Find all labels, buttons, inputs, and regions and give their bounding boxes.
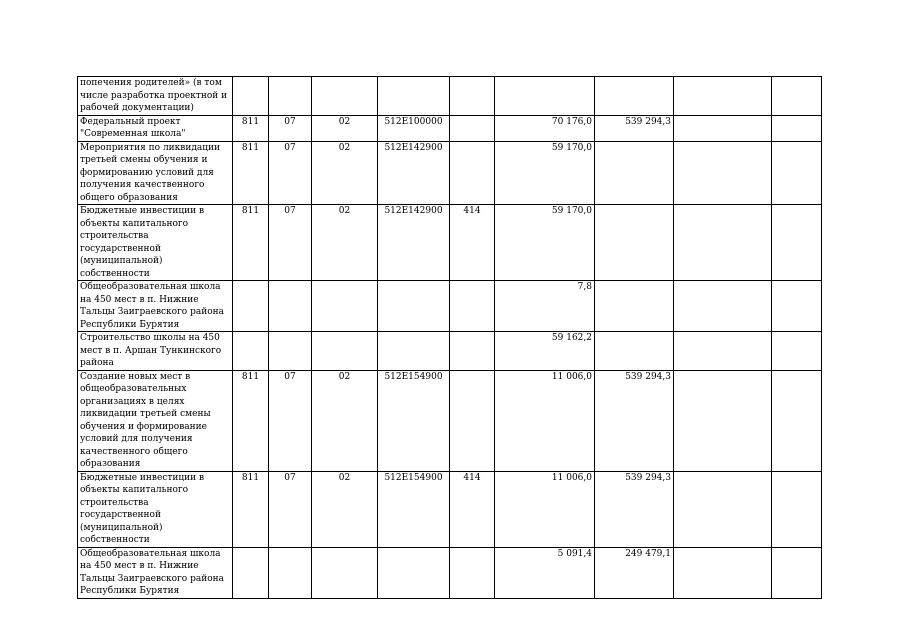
row-name: Федеральный проект "Современная школа" — [78, 115, 233, 141]
cell-rz: 07 — [269, 141, 312, 205]
cell-pr — [312, 332, 378, 371]
row-name: Общеобразовательная школа на 450 мест в п. Нижние Тальцы Заиграевского района Республики Бурятия — [78, 281, 233, 332]
cell-ved: 811 — [233, 370, 269, 471]
cell-csr — [378, 77, 450, 116]
cell-pr: 02 — [312, 471, 378, 547]
cell-sum-2: 249 479,1 — [595, 547, 674, 598]
cell-sum-3 — [674, 370, 772, 471]
cell-sum-1: 7,8 — [495, 281, 595, 332]
cell-vr — [450, 115, 495, 141]
cell-sum-1: 11 006,0 — [495, 471, 595, 547]
cell-vr: 414 — [450, 205, 495, 281]
cell-sum-2 — [595, 332, 674, 371]
cell-ved — [233, 547, 269, 598]
cell-vr — [450, 332, 495, 371]
cell-sum-4 — [772, 332, 822, 371]
cell-pr: 02 — [312, 370, 378, 471]
cell-vr — [450, 141, 495, 205]
cell-sum-4 — [772, 370, 822, 471]
row-name: Мероприятия по ликвидации третьей смены обучения и формированию условий для получения качественного общего образования — [78, 141, 233, 205]
table-row — [78, 77, 822, 116]
table-row — [78, 370, 822, 471]
cell-sum-2: 539 294,3 — [595, 370, 674, 471]
row-name: Создание новых мест в общеобразовательных организациях в целях ликвидации третьей смены обучения и формирование условий для получения качественного общего образования — [78, 370, 233, 471]
cell-ved — [233, 332, 269, 371]
cell-sum-4 — [772, 115, 822, 141]
cell-sum-3 — [674, 205, 772, 281]
cell-ved: 811 — [233, 115, 269, 141]
table-row — [78, 332, 822, 371]
cell-rz — [269, 547, 312, 598]
cell-vr — [450, 370, 495, 471]
cell-rz: 07 — [269, 115, 312, 141]
cell-csr: 512E154900 — [378, 370, 450, 471]
cell-ved: 811 — [233, 471, 269, 547]
cell-ved: 811 — [233, 141, 269, 205]
cell-sum-3 — [674, 471, 772, 547]
cell-sum-3 — [674, 115, 772, 141]
cell-sum-2: 539 294,3 — [595, 471, 674, 547]
row-name: Бюджетные инвестиции в объекты капитального строительства государственной (муниципальной) собственности — [78, 205, 233, 281]
cell-sum-2 — [595, 77, 674, 116]
table-row — [78, 281, 822, 332]
cell-sum-3 — [674, 141, 772, 205]
cell-sum-2 — [595, 281, 674, 332]
cell-sum-2 — [595, 141, 674, 205]
row-name: Бюджетные инвестиции в объекты капитального строительства государственной (муниципальной) собственности — [78, 471, 233, 547]
table-row — [78, 205, 822, 281]
cell-csr — [378, 332, 450, 371]
cell-rz — [269, 281, 312, 332]
cell-sum-4 — [772, 281, 822, 332]
cell-sum-3 — [674, 332, 772, 371]
cell-vr — [450, 547, 495, 598]
cell-sum-2: 539 294,3 — [595, 115, 674, 141]
cell-ved: 811 — [233, 205, 269, 281]
cell-csr — [378, 547, 450, 598]
cell-sum-4 — [772, 547, 822, 598]
table-row — [78, 471, 822, 547]
row-name: попечения родителей» (в том числе разработка проектной и рабочей документации) — [78, 77, 233, 116]
cell-sum-2 — [595, 205, 674, 281]
cell-csr: 512E142900 — [378, 141, 450, 205]
cell-sum-3 — [674, 77, 772, 116]
cell-pr: 02 — [312, 205, 378, 281]
cell-pr: 02 — [312, 141, 378, 205]
cell-sum-3 — [674, 281, 772, 332]
cell-sum-1: 59 170,0 — [495, 141, 595, 205]
cell-csr: 512E154900 — [378, 471, 450, 547]
cell-sum-3 — [674, 547, 772, 598]
table-row — [78, 547, 822, 598]
cell-sum-1: 11 006,0 — [495, 370, 595, 471]
cell-sum-4 — [772, 471, 822, 547]
cell-ved — [233, 281, 269, 332]
cell-csr — [378, 281, 450, 332]
budget-table — [77, 76, 822, 599]
cell-rz: 07 — [269, 205, 312, 281]
cell-sum-4 — [772, 205, 822, 281]
cell-vr — [450, 281, 495, 332]
cell-csr: 512E142900 — [378, 205, 450, 281]
table-row — [78, 115, 822, 141]
cell-sum-4 — [772, 77, 822, 116]
cell-csr: 512E100000 — [378, 115, 450, 141]
cell-sum-1 — [495, 77, 595, 116]
cell-rz: 07 — [269, 471, 312, 547]
cell-rz — [269, 77, 312, 116]
cell-rz: 07 — [269, 370, 312, 471]
cell-sum-1: 59 162,2 — [495, 332, 595, 371]
cell-pr — [312, 77, 378, 116]
cell-sum-1: 70 176,0 — [495, 115, 595, 141]
cell-vr — [450, 77, 495, 116]
cell-pr — [312, 281, 378, 332]
cell-rz — [269, 332, 312, 371]
cell-pr — [312, 547, 378, 598]
table-row — [78, 141, 822, 205]
cell-pr: 02 — [312, 115, 378, 141]
cell-sum-1: 5 091,4 — [495, 547, 595, 598]
cell-vr: 414 — [450, 471, 495, 547]
cell-sum-1: 59 170,0 — [495, 205, 595, 281]
table-body — [78, 77, 822, 599]
cell-sum-4 — [772, 141, 822, 205]
row-name: Строительство школы на 450 мест в п. Аршан Тункинского района — [78, 332, 233, 371]
cell-ved — [233, 77, 269, 116]
row-name: Общеобразовательная школа на 450 мест в п. Нижние Тальцы Заиграевского района Республики Бурятия — [78, 547, 233, 598]
